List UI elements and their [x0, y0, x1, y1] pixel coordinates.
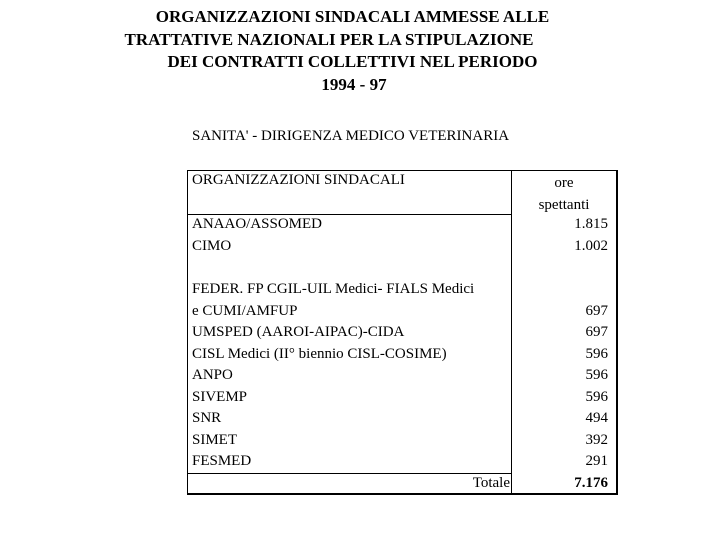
table-row-name: e CUMI/AMFUP [192, 302, 298, 319]
table-row-value: 1.002 [574, 237, 608, 254]
table-row-name: UMSPED (AAROI-AIPAC)-CIDA [192, 324, 405, 340]
column-header-hours-line-1: ore [554, 175, 574, 191]
table-row-value: 697 [585, 324, 608, 340]
table-row-name: ANPO [192, 367, 233, 383]
table-row-name: ANAAO/ASSOMED [192, 216, 323, 232]
table-row-value: 697 [585, 302, 608, 319]
table-row-name: CIMO [192, 237, 232, 254]
group-2-values [515, 301, 608, 473]
title-line-2: TRATTATIVE NAZIONALI PER LA STIPULAZIONE [124, 29, 534, 49]
total-value: 7.176 [574, 475, 608, 491]
table-row-name: SIVEMP [192, 388, 248, 405]
table-row-value: 392 [585, 431, 608, 448]
table-row-value: 291 [585, 453, 608, 469]
group-1-names [192, 214, 512, 257]
table-row-value: 596 [585, 367, 608, 383]
column-header-organizations: ORGANIZZAZIONI SINDACALI [192, 172, 405, 188]
table-row-name: SNR [192, 410, 222, 426]
total-label: Totale [472, 475, 510, 491]
table-row-name: CISL Medici (II° biennio CISL-COSIME) [192, 345, 447, 362]
table-row-value: 596 [585, 388, 608, 405]
section-subtitle: SANITA' - DIRIGENZA MEDICO VETERINARIA [192, 128, 510, 144]
table-row-name: SIMET [192, 431, 237, 448]
table-row-name: FESMED [192, 453, 252, 469]
group-1-values [515, 214, 608, 257]
table-row-value: 596 [585, 345, 608, 362]
column-header-hours [515, 172, 613, 216]
title-line-3: DEI CONTRATTI COLLETTIVI NEL PERIODO [167, 52, 538, 71]
table-row-value: 1.815 [574, 216, 608, 232]
table-row-value: 494 [585, 410, 608, 426]
page-title [0, 6, 708, 96]
table-row-name: FEDER. FP CGIL-UIL Medici- FIALS Medici [192, 281, 475, 297]
title-line-1: ORGANIZZAZIONI SINDACALI AMMESSE ALLE [155, 7, 550, 26]
title-line-4: 1994 - 97 [321, 74, 387, 94]
group-2-names [192, 279, 512, 473]
column-header-hours-line-2: spettanti [538, 197, 590, 213]
